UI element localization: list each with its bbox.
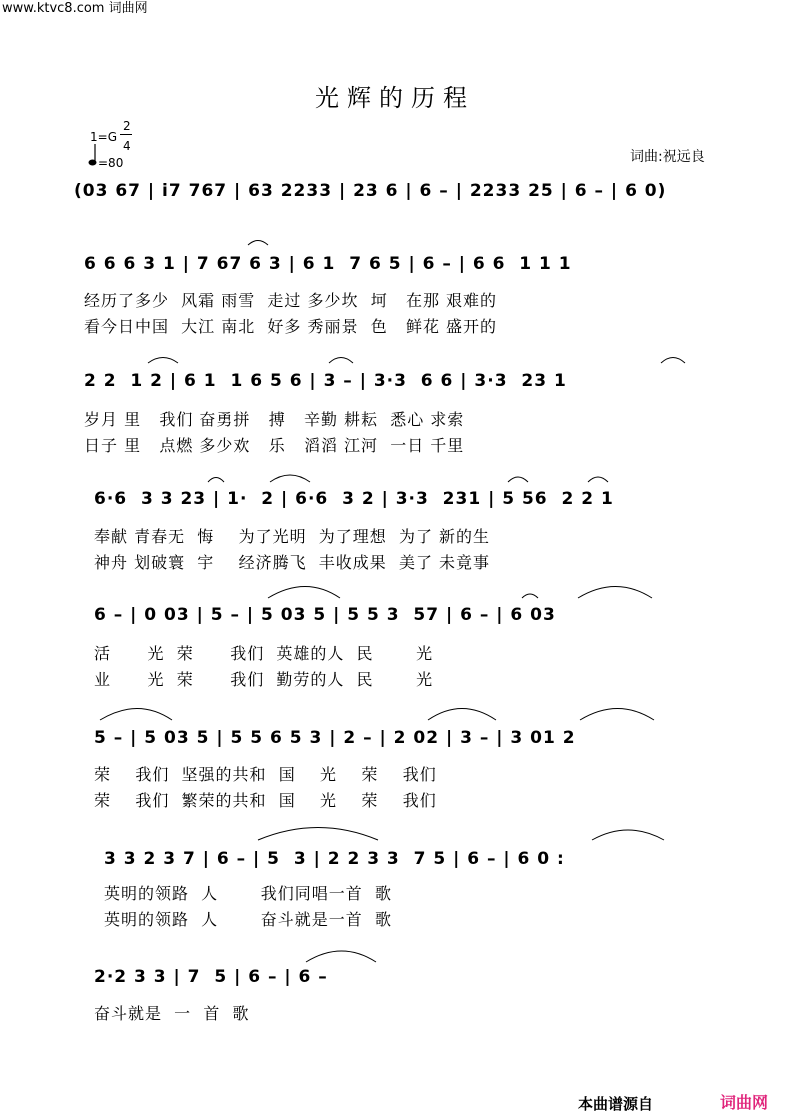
slur-line2c [661, 358, 685, 364]
time-signature-top: 2 [123, 119, 131, 133]
line-4-lyric-1: 活 光 荣 我们 英雄的人 民 光 [94, 644, 434, 663]
line-1-notes: 6 6 6 3 1 | 7 67 6 3 | 6 1 7 6 5 | 6 – | 6 6 1 1 1 [84, 254, 572, 274]
slur-line4b [578, 587, 652, 599]
line-3-lyric-1: 奉献 青春无 悔 为了光明 为了理想 为了 新的生 [94, 527, 491, 546]
slur-line4c [522, 594, 538, 598]
slur-line6a [258, 828, 378, 841]
slur-line5a [100, 709, 172, 721]
line-7-lyric-1: 奋斗就是 一 首 歌 [94, 1004, 250, 1023]
slur-line5c [580, 709, 654, 721]
song-title: 光辉的历程 [315, 84, 475, 112]
line-1-lyric-2: 看今日中国 大江 南北 好多 秀丽景 色 鲜花 盛开的 [84, 317, 498, 336]
line-6-notes: 3 3 2 3 7 | 6 – | 5 3 | 2 2 3 3 7 5 | 6 – | 6 0 : [104, 849, 565, 869]
time-signature-bottom: 4 [123, 139, 131, 153]
slur-line3a [208, 478, 224, 483]
slur-line2a [148, 358, 178, 364]
line-2-lyric-2: 日子 里 点燃 多少欢 乐 滔滔 江河 一日 千里 [84, 436, 465, 455]
key-signature: 1=G [90, 130, 117, 144]
slur-line4a [268, 587, 340, 599]
footer-logo[interactable]: 词曲网 [720, 1093, 769, 1112]
site-url: www.ktvc8.com 词曲网 [2, 1, 148, 16]
slur-line1 [248, 241, 268, 246]
credit-line: 词曲:祝远良 [630, 149, 705, 165]
line-3-notes: 6·6 3 3 23 | 1· 2 | 6·6 3 2 | 3·3 231 | 5 56 2 2 1 [94, 489, 614, 509]
slur-line5b [428, 709, 496, 721]
footer-source-text: 本曲谱源自 [578, 1095, 654, 1113]
line-5-notes: 5 – | 5 03 5 | 5 5 6 5 3 | 2 – | 2 02 | 3 – | 3 01 2 [94, 728, 576, 748]
line-3-lyric-2: 神舟 划破寰 宇 经济腾飞 丰收成果 美了 未竟事 [94, 553, 491, 572]
line-4-notes: 6 – | 0 03 | 5 – | 5 03 5 | 5 5 3 57 | 6 – | 6 03 [94, 605, 556, 625]
line-6-lyric-1: 英明的领路 人 我们同唱一首 歌 [104, 884, 392, 903]
line-6-lyric-2: 英明的领路 人 奋斗就是一首 歌 [104, 910, 392, 929]
line-2-lyric-1: 岁月 里 我们 奋勇拼 搏 辛勤 耕耘 悉心 求索 [84, 410, 465, 429]
slur-line3d [588, 477, 608, 482]
slur-line6b [592, 830, 664, 840]
line-5-lyric-1: 荣 我们 坚强的共和 国 光 荣 我们 [94, 765, 437, 784]
slur-line3b [270, 475, 310, 482]
line-7-notes: 2·2 3 3 | 7 5 | 6 – | 6 – [94, 967, 328, 987]
intro-notes: (03 67 | i7 767 | 63 2233 | 23 6 | 6 – | 2233 25 | 6 – | 6 0) [74, 181, 667, 201]
line-1-lyric-1: 经历了多少 风霜 雨雪 走过 多少坎 坷 在那 艰难的 [84, 291, 498, 310]
slur-line7 [306, 951, 376, 962]
tempo-marking: =80 [98, 156, 124, 170]
line-2-notes: 2 2 1 2 | 6 1 1 6 5 6 | 3 – | 3·3 6 6 | 3·3 23 1 [84, 371, 567, 391]
line-5-lyric-2: 荣 我们 繁荣的共和 国 光 荣 我们 [94, 791, 437, 810]
slur-line3c [508, 477, 528, 482]
slur-line2b [329, 358, 353, 364]
line-4-lyric-2: 业 光 荣 我们 勤劳的人 民 光 [94, 670, 434, 689]
